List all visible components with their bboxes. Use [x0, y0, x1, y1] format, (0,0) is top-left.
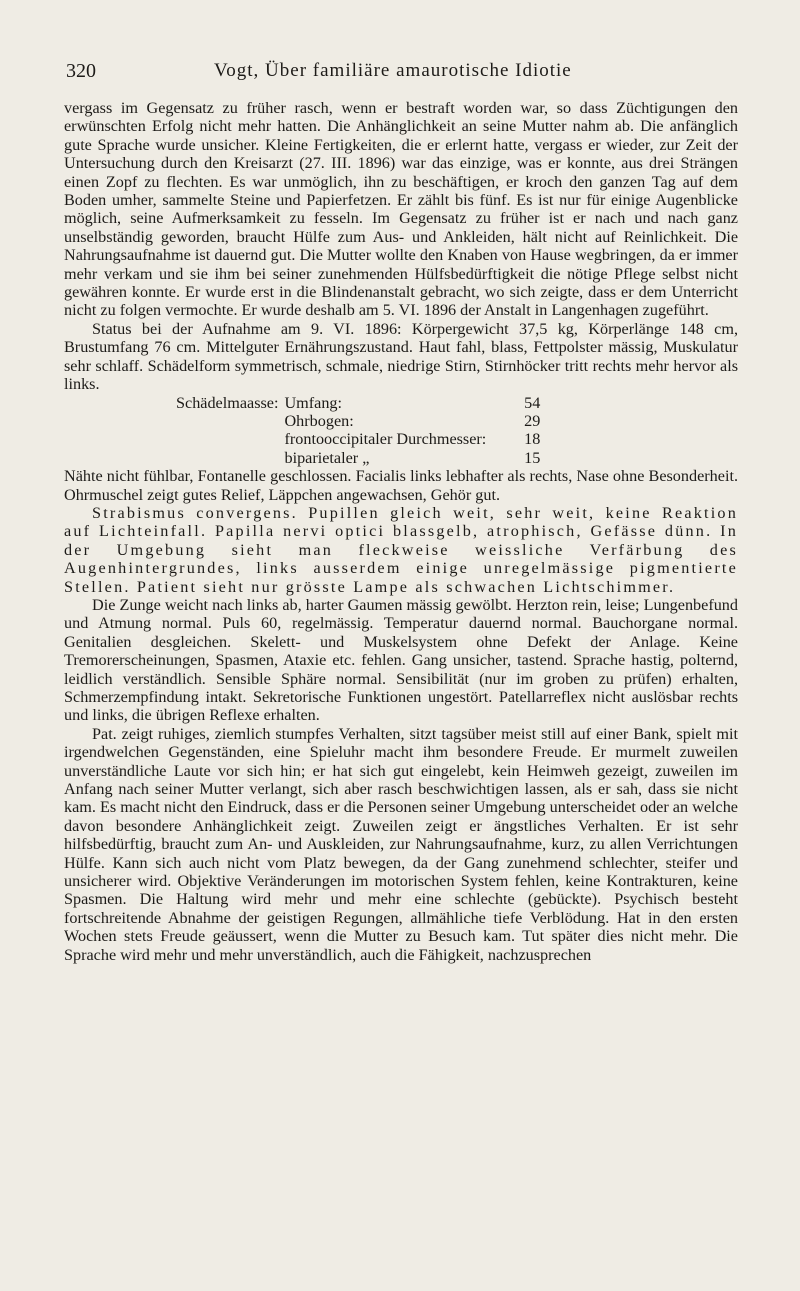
body-text: [64, 99, 738, 964]
paragraph-sutures: Nähte nicht fühlbar, Fontanelle geschlossen. Facialis links lebhafter als rechts, Nase ohne Besonderheit. Ohrmuschel zeigt gutes Relief, Läppchen angewachsen, Gehör gut.: [64, 467, 738, 504]
measurement-value: 54: [524, 393, 541, 412]
measurement-label: Ohrbogen:: [284, 411, 354, 430]
table-row: [176, 430, 540, 448]
measurement-value: 18: [524, 430, 541, 449]
measurement-label: frontooccipitaler Durchmesser:: [284, 430, 487, 449]
paragraph-findings: Die Zunge weicht nach links ab, harter Gaumen mässig gewölbt. Herzton rein, leise; Lungenbefund und Atmung normal. Puls 60, regelmässig. Temperatur dauernd normal. Bauchorgane normal. Genitalien desgleichen. Skelett- und Muskelsystem ohne Defekt der Anlage. Keine Tremorerscheinungen, Spasmen, Ataxie etc. fehlen. Gang unsicher, tastend. Sprache hastig, polternd, leidlich verständlich. Sensible Sphäre normal. Sensibilität (nur im groben zu prüfen) erhalten, Schmerzempfindung intakt. Sekretorische Funktionen ungestört. Patellarreflex nicht auslösbar rechts und links, die übrigen Reflexe erhalten.: [64, 595, 738, 725]
measurement-value: 15: [524, 448, 541, 467]
skull-measurements-table: [176, 394, 540, 468]
measurements-heading: Schädelmaasse:: [176, 393, 279, 412]
table-row: [176, 394, 540, 412]
paragraph-history: vergass im Gegensatz zu früher rasch, wenn er bestraft worden war, so dass Züchtigungen den erwünschten Erfolg nicht mehr hatten. Die Anhänglichkeit an seine Mutter nahm ab. Die anfänglich gute Sprache wurde unsicher. Kleine Fertigkeiten, die er erlernt hatte, vergass er wieder, zur Zeit der Untersuchung durch den Kreisarzt (27. III. 1896) war das einzige, was er konnte, aus drei Strängen einen Zopf zu flechten. Es war unmöglich, ihn zu beschäftigen, er kroch den ganzen Tag auf dem Boden umher, sammelte Steine und Papierfetzen. Er zählt bis fünf. Es ist nur für einige Augenblicke möglich, seine Aufmerksamkeit zu fesseln. Im Gegensatz zu früher ist er nach und nach ganz unselbständig geworden, braucht Hülfe zum Aus- und Ankleiden, hält nicht auf Reinlichkeit. Die Nahrungsaufnahme ist dauernd gut. Die Mutter wollte den Knaben von Hause wegbringen, da er immer mehr verkam und sie ihm bei seiner zunehmenden Hülfsbedürftigkeit die nötige Pflege selbst nicht gewähren konnte. Er wurde erst in die Blindenanstalt gebracht, wo sich zeigte, dass er dem Unterricht nicht zu folgen vermochte. Er wurde deshalb am 5. VI. 1896 der Anstalt in Langenhagen zugeführt.: [64, 99, 738, 320]
page-header: [66, 60, 736, 86]
paragraph-behaviour: Pat. zeigt ruhiges, ziemlich stumpfes Verhalten, sitzt tagsüber meist still auf einer Bank, spielt mit irgendwelchen Gegenständen, eine Spieluhr macht ihm besondere Freude. Er murmelt zuweilen unverständliche Laute vor sich hin; er hat sich gut eingelebt, kein Heimweh gezeigt, zuweilen im Anfang nach seiner Mutter verlangt, sich aber rasch beschwichtigen lassen, als er sah, dass sie nicht kam. Es macht nicht den Eindruck, dass er die Personen seiner Umgebung unterscheidet oder an welche davon besondere Anhänglichkeit zeigt. Zuweilen zeigt er ängstliches Verhalten. Er ist sehr hilfsbedürftig, braucht zum An- und Auskleiden, zur Nahrungsaufnahme, kurz, zu allen Verrichtungen Hülfe. Kann sich auch nicht vom Platz bewegen, da der Gang zunehmend schlechter, steifer und unsicherer wird. Objektive Veränderungen im motorischen System fehlen, keine Kontrakturen, keine Spasmen. Die Haltung wird mehr und mehr eine schlechte (gebückte). Psychisch besteht fortschreitende Abnahme der geistigen Regungen, allmähliche tiefe Verblödung. Hat in den ersten Wochen stets Freude geäussert, wenn die Mutter zu Besuch kam. Tut später dies nicht mehr. Die Sprache wird mehr und mehr unverständlich, auch die Fähigkeit, nachzusprechen: [64, 724, 738, 964]
measurement-value: 29: [524, 411, 541, 430]
table-row: [176, 412, 540, 430]
measurement-label: biparietaler „: [284, 448, 370, 467]
table-row: [176, 449, 540, 467]
paragraph-eyes: Strabismus convergens. Pupillen gleich weit, sehr weit, keine Reaktion auf Lichteinfall. Papilla nervi optici blassgelb, atrophisch, Gefässe dünn. In der Umgebung sieht man fleckweise weissliche Verfärbung des Augenhintergrundes, links ausserdem einige unregelmässige pigmentierte Stellen. Patient sieht nur grösste Lampe als schwachen Lichtschimmer.: [64, 503, 738, 596]
page-number: 320: [66, 60, 96, 82]
running-head: Vogt, Über familiäre amaurotische Idiotie: [214, 60, 572, 81]
measurement-label: Umfang:: [284, 393, 343, 412]
paragraph-status: Status bei der Aufnahme am 9. VI. 1896: Körpergewicht 37,5 kg, Körperlänge 148 cm, Brustumfang 76 cm. Mittelguter Ernährungszustand. Haut fahl, blass, Fettpolster mässig, Muskulatur sehr schlaff. Schädelform symmetrisch, schmale, niedrige Stirn, Stirnhöcker tritt rechts mehr hervor als links.: [64, 319, 738, 394]
